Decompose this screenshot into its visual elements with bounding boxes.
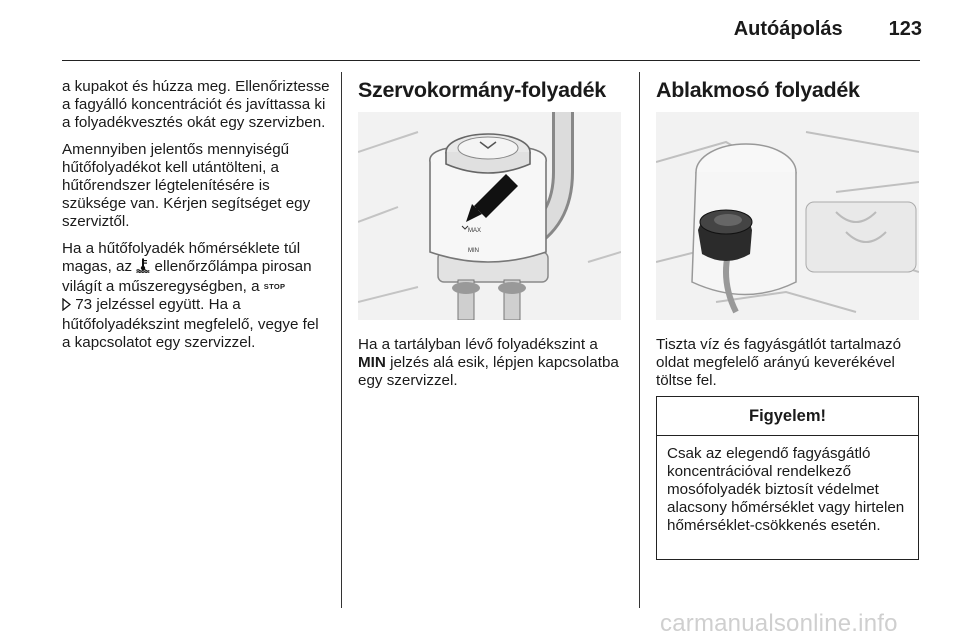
power-steering-heading: Szervokormány-folyadék: [358, 78, 606, 102]
coolant-paragraph-1: a kupakot és húzza meg. Ellenőriztesse a fagyálló koncentrációt és javíttassa ki a folyadékvesztés okát egy szervizben.: [62, 78, 330, 131]
fig-max-label: MAX: [468, 228, 482, 234]
washer-fluid-heading: Ablakmosó folyadék: [656, 78, 860, 102]
section-title: Autóápolás: [733, 18, 843, 40]
column-washer-fluid: [656, 78, 920, 102]
header-rule: [62, 60, 920, 61]
warning-title: Figyelem!: [657, 397, 918, 436]
coolant-temperature-icon: [136, 258, 150, 278]
washer-fluid-reservoir-illustration: [656, 112, 919, 320]
footer-watermark: carmanualsonline.info: [660, 610, 898, 637]
column-coolant: [62, 78, 330, 361]
power-steering-reservoir-illustration: [358, 112, 621, 320]
power-steering-text: [358, 336, 620, 399]
coolant-paragraph-3b: ellenőrzőlámpa pirosan világít a műszeregységben, a: [62, 258, 312, 295]
column-divider-2: [639, 72, 640, 608]
coolant-paragraph-2: Amennyiben jelentős mennyiségű hűtőfolyadékot kell utántölteni, a hűtőrendszer légtelenítésére is szüksége van. Kérjen segítséget egy szerviztől.: [62, 141, 311, 230]
coolant-paragraph-3a: Ha a hűtőfolyadék hőmérséklete túl magas, az: [62, 240, 301, 275]
power-steering-text-a: Ha a tartályban lévő folyadékszint a: [358, 336, 598, 353]
fig-min-label: MIN: [468, 248, 479, 254]
warning-text: Csak az elegendő fagyásgátló koncentrációval rendelkező mosófolyadék biztosít védelmet alacsony hőmérséklet vagy hirtelen hőmérséklet-csökkenés esetén.: [667, 445, 905, 534]
warning-box: [656, 396, 919, 560]
coolant-paragraph-3-ref: 73 jelzéssel együtt. Ha a hűtőfolyadékszint megfelelő, vegye fel a kapcsolatot egy szervizzel.: [62, 296, 319, 351]
min-marking: MIN: [358, 354, 386, 371]
column-divider-1: [341, 72, 342, 608]
page-header: [734, 18, 922, 41]
power-steering-text-b: jelzés alá esik, lépjen kapcsolatba egy szervizzel.: [358, 354, 619, 389]
washer-fluid-text: [656, 336, 920, 399]
page-reference-arrow-icon: [62, 298, 71, 316]
page-number: 123: [888, 18, 922, 40]
coolant-paragraph-3: [62, 240, 330, 352]
column-power-steering: [358, 78, 620, 102]
stop-indicator-label: STOP: [263, 282, 286, 291]
washer-fluid-paragraph: Tiszta víz és fagyásgátlót tartalmazó oldat megfelelő arányú keverékével töltse fel.: [656, 336, 902, 389]
